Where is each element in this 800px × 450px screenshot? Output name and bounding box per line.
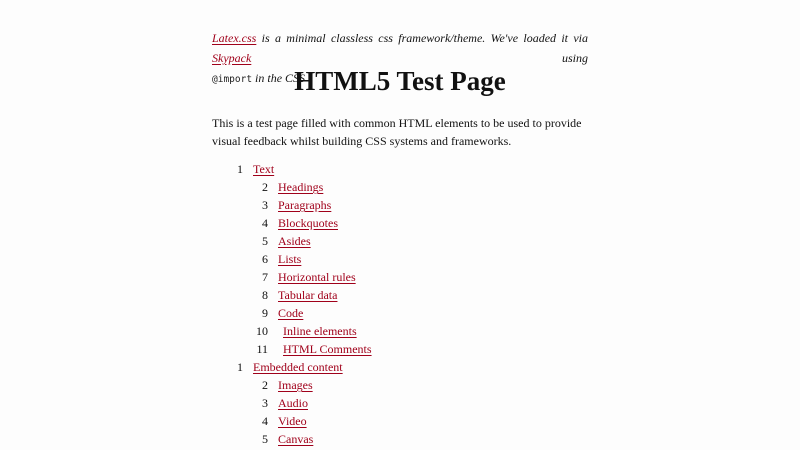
toc-item-number: 3	[262, 198, 268, 212]
toc-item-link[interactable]: Video	[278, 414, 307, 428]
toc-item	[212, 412, 588, 430]
toc-item-link[interactable]: Tabular data	[278, 288, 338, 302]
toc-item-link[interactable]: Images	[278, 378, 313, 392]
latex-css-link[interactable]: Latex.css	[212, 31, 257, 45]
toc-item-link[interactable]: Audio	[278, 396, 308, 410]
notice-text-3: in the CSS	[252, 71, 306, 85]
import-code: @import	[212, 74, 253, 85]
toc-item-link[interactable]: Headings	[278, 180, 324, 194]
toc-item	[212, 304, 588, 322]
toc-item-number: 6	[262, 252, 268, 266]
toc-item-number: 1	[237, 162, 243, 176]
toc-item-number: 9	[262, 306, 268, 320]
toc-item-link[interactable]: Blockquotes	[278, 216, 338, 230]
toc-item-link[interactable]: Canvas	[278, 432, 314, 446]
toc-item-link[interactable]: Asides	[278, 234, 311, 248]
toc-item	[212, 322, 588, 340]
toc-item-number: 10	[256, 324, 268, 338]
toc-item	[212, 268, 588, 286]
toc-item	[212, 250, 588, 268]
toc-item	[212, 196, 588, 214]
toc-item	[212, 214, 588, 232]
toc-item	[212, 340, 588, 358]
toc-item-link[interactable]: Embedded content	[253, 360, 343, 374]
toc-item	[212, 376, 588, 394]
toc-item-number: 11	[256, 342, 268, 356]
toc-item-link[interactable]: HTML Comments	[283, 342, 372, 356]
notice-text-1: is a minimal classless css framework/theme. We've loaded it via	[256, 31, 588, 45]
table-of-contents	[212, 160, 588, 448]
toc-item-number: 5	[262, 234, 268, 248]
page-content	[212, 28, 588, 446]
toc-item	[212, 286, 588, 304]
toc-item	[212, 358, 588, 376]
toc-item-link[interactable]: Lists	[278, 252, 302, 266]
toc-item-number: 2	[262, 180, 268, 194]
toc-item	[212, 160, 588, 178]
notice-text-2: using	[251, 51, 588, 65]
toc-item-number: 4	[262, 414, 268, 428]
toc-item-number: 2	[262, 378, 268, 392]
framework-notice	[212, 28, 588, 68]
toc-item	[212, 394, 588, 412]
toc-item-link[interactable]: Text	[253, 162, 275, 176]
toc-item-number: 4	[262, 216, 268, 230]
toc-item-link[interactable]: Paragraphs	[278, 198, 332, 212]
intro-paragraph: This is a test page filled with common HTML elements to be used to provide visual feedback whilst building CSS systems and frameworks.	[212, 116, 582, 148]
toc-item-number: 5	[262, 432, 268, 446]
toc-item	[212, 178, 588, 196]
skypack-link[interactable]: Skypack	[212, 51, 252, 65]
toc-item	[212, 430, 588, 448]
toc-item-link[interactable]: Horizontal rules	[278, 270, 356, 284]
toc-item-link[interactable]: Code	[278, 306, 304, 320]
toc-item	[212, 232, 588, 250]
toc-item-number: 8	[262, 288, 268, 302]
page-title: HTML5 Test Page	[294, 66, 506, 96]
toc-item-link[interactable]: Inline elements	[283, 324, 357, 338]
toc-item-number: 7	[262, 270, 268, 284]
toc-item-number: 3	[262, 396, 268, 410]
toc-item-number: 1	[237, 360, 243, 374]
